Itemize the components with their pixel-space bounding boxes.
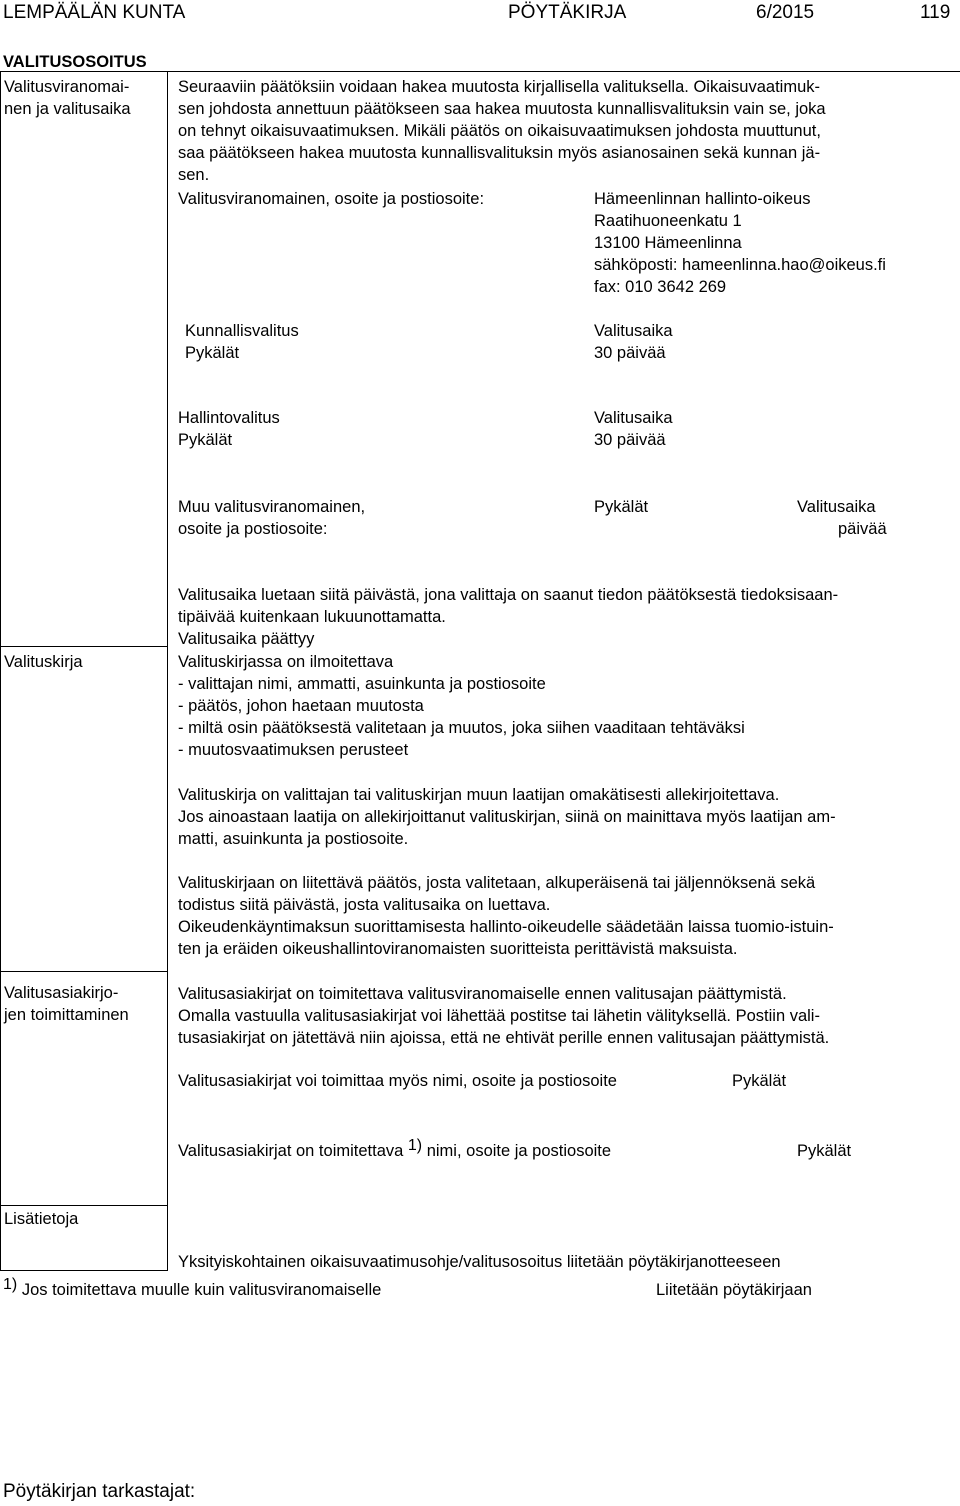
admin-time-label: Valitusaika <box>594 409 673 427</box>
divider-column <box>167 71 168 1271</box>
municipal-appeal-label: Kunnallisvalitus <box>185 322 299 340</box>
intro-line-2: sen johdosta annettuun päätökseen saa hakea muutosta kunnallisvalituksin vain se, joka <box>178 100 826 118</box>
intro-line-1: Seuraaviin päätöksiin voidaan hakea muutosta kirjallisella valituksella. Oikaisuvaatimuk- <box>178 78 820 96</box>
delivery-to-text-b: nimi, osoite ja postiosoite <box>426 1142 612 1160</box>
attachment-line-1: Valituskirjaan on liitettävä päätös, josta valitetaan, alkuperäisenä tai jäljennöksenä sekä <box>178 874 816 892</box>
other-authority-line-2: osoite ja postiosoite: <box>178 520 328 538</box>
delivery-by-name-sections: Pykälät <box>732 1072 787 1090</box>
document-type: PÖYTÄKIRJA <box>508 2 627 23</box>
intro-line-3: on tehnyt oikaisuvaatimuksen. Mikäli päätös on oikaisuvaatimuksen johdosta muuttunut, <box>178 122 821 140</box>
more-info-label: Lisätietoja <box>4 1210 79 1228</box>
delivery-by-name: Valitusasiakirjat voi toimittaa myös nimi, osoite ja postiosoite <box>178 1072 617 1090</box>
period-end: Valitusaika päättyy <box>178 630 315 648</box>
admin-sections-label: Pykälät <box>178 431 233 449</box>
signatures-label: Pöytäkirjan tarkastajat: <box>3 1481 196 1502</box>
divider-bottom <box>0 1270 168 1271</box>
attachment-line-2: todistus siitä päivästä, josta valitusaika on luettava. <box>178 896 551 914</box>
divider-row-2 <box>0 971 168 972</box>
appeal-letter-line-3: - päätös, johon haetaan muutosta <box>178 697 424 715</box>
attachment-line-4: ten ja eräiden oikeushallintoviranomaisten suoritteista perittävistä maksuista. <box>178 940 738 958</box>
other-authority-line-1: Muu valitusviranomainen, <box>178 498 366 516</box>
delivery-line-2: Omalla vastuulla valitusasiakirjat voi lähettää postitse tai lähetin välityksellä. Postiin vali- <box>178 1007 820 1025</box>
divider-row-3 <box>0 1205 168 1206</box>
delivery-to-text-a: Valitusasiakirjat on toimitettava <box>178 1142 404 1160</box>
issue-number: 6/2015 <box>756 2 815 23</box>
footnote-right: Liitetään pöytäkirjaan <box>656 1281 812 1299</box>
admin-appeal-label: Hallintovalitus <box>178 409 280 427</box>
divider-left <box>0 71 1 1271</box>
other-sections-label: Pykälät <box>594 498 649 516</box>
municipal-sections-label: Pykälät <box>185 344 240 362</box>
period-line-1: Valitusaika luetaan siitä päivästä, jona valittaja on saanut tiedon päätöksestä tiedoksisaan- <box>178 586 839 604</box>
attachment-line-3: Oikeudenkäyntimaksun suorittamisesta hallinto-oikeudelle säädetään laissa tuomio-istuin- <box>178 918 834 936</box>
footnote <box>3 1276 382 1301</box>
delivery-to-sections: Pykälät <box>797 1142 852 1160</box>
address-email: sähköposti: hameenlinna.hao@oikeus.fi <box>594 256 886 274</box>
signing-line-3: matti, asuinkunta ja postiosoite. <box>178 830 409 848</box>
footnote-reference: 1) <box>407 1137 423 1154</box>
signing-line-1: Valituskirja on valittajan tai valituskirjan muun laatijan omakätisesti allekirjoitettava. <box>178 786 780 804</box>
section-title: VALITUSOSOITUS <box>3 53 147 71</box>
divider-row-1 <box>0 646 168 647</box>
municipality-name: LEMPÄÄLÄN KUNTA <box>3 2 186 23</box>
delivery-line-1: Valitusasiakirjat on toimitettava valitusviranomaiselle ennen valitusajan päättymistä. <box>178 985 787 1003</box>
divider-top <box>0 71 960 72</box>
address-label: Valitusviranomainen, osoite ja postiosoite: <box>178 190 485 208</box>
delivery-label-line-2: jen toimittaminen <box>4 1006 129 1024</box>
address-line-3: 13100 Hämeenlinna <box>594 234 742 252</box>
address-line-2: Raatihuoneenkatu 1 <box>594 212 742 230</box>
appeal-letter-line-5: - muutosvaatimuksen perusteet <box>178 741 409 759</box>
intro-line-4: saa päätökseen hakea muutosta kunnallisvalituksin myös asianosainen sekä kunnan jä- <box>178 144 821 162</box>
delivery-label-line-1: Valitusasiakirjo- <box>4 984 119 1002</box>
signing-line-2: Jos ainoastaan laatija on allekirjoittanut valituskirjan, siinä on mainittava myös laatijan am- <box>178 808 836 826</box>
municipal-time-value: 30 päivää <box>594 344 666 362</box>
address-fax: fax: 010 3642 269 <box>594 278 727 296</box>
appeal-letter-line-1: Valituskirjassa on ilmoitettava <box>178 653 394 671</box>
delivery-line-3: tusasiakirjat on jätettävä niin ajoissa, että ne ehtivät perille ennen valitusajan päättymistä. <box>178 1029 830 1047</box>
authority-label-line-1: Valitusviranomai- <box>4 78 130 96</box>
intro-line-5: sen. <box>178 166 210 184</box>
footnote-mark: 1) <box>3 1276 18 1293</box>
footnote-text: Jos toimitettava muulle kuin valitusviranomaiselle <box>21 1281 382 1299</box>
page-number: 119 <box>920 2 951 23</box>
other-time-label: Valitusaika <box>797 498 876 516</box>
other-time-value: päivää <box>838 520 887 538</box>
address-line-1: Hämeenlinnan hallinto-oikeus <box>594 190 811 208</box>
admin-time-value: 30 päivää <box>594 431 666 449</box>
authority-label-line-2: nen ja valitusaika <box>4 100 131 118</box>
municipal-time-label: Valitusaika <box>594 322 673 340</box>
appeal-letter-label: Valituskirja <box>4 653 83 671</box>
appeal-letter-line-2: - valittajan nimi, ammatti, asuinkunta ja postiosoite <box>178 675 546 693</box>
more-info-text: Yksityiskohtainen oikaisuvaatimusohje/valitusosoitus liitetään pöytäkirjanotteeseen <box>178 1253 781 1271</box>
delivery-to <box>178 1137 612 1162</box>
appeal-letter-line-4: - miltä osin päätöksestä valitetaan ja muutos, joka siihen vaaditaan tehtäväksi <box>178 719 745 737</box>
period-line-2: tipäivää kuitenkaan lukuunottamatta. <box>178 608 446 626</box>
